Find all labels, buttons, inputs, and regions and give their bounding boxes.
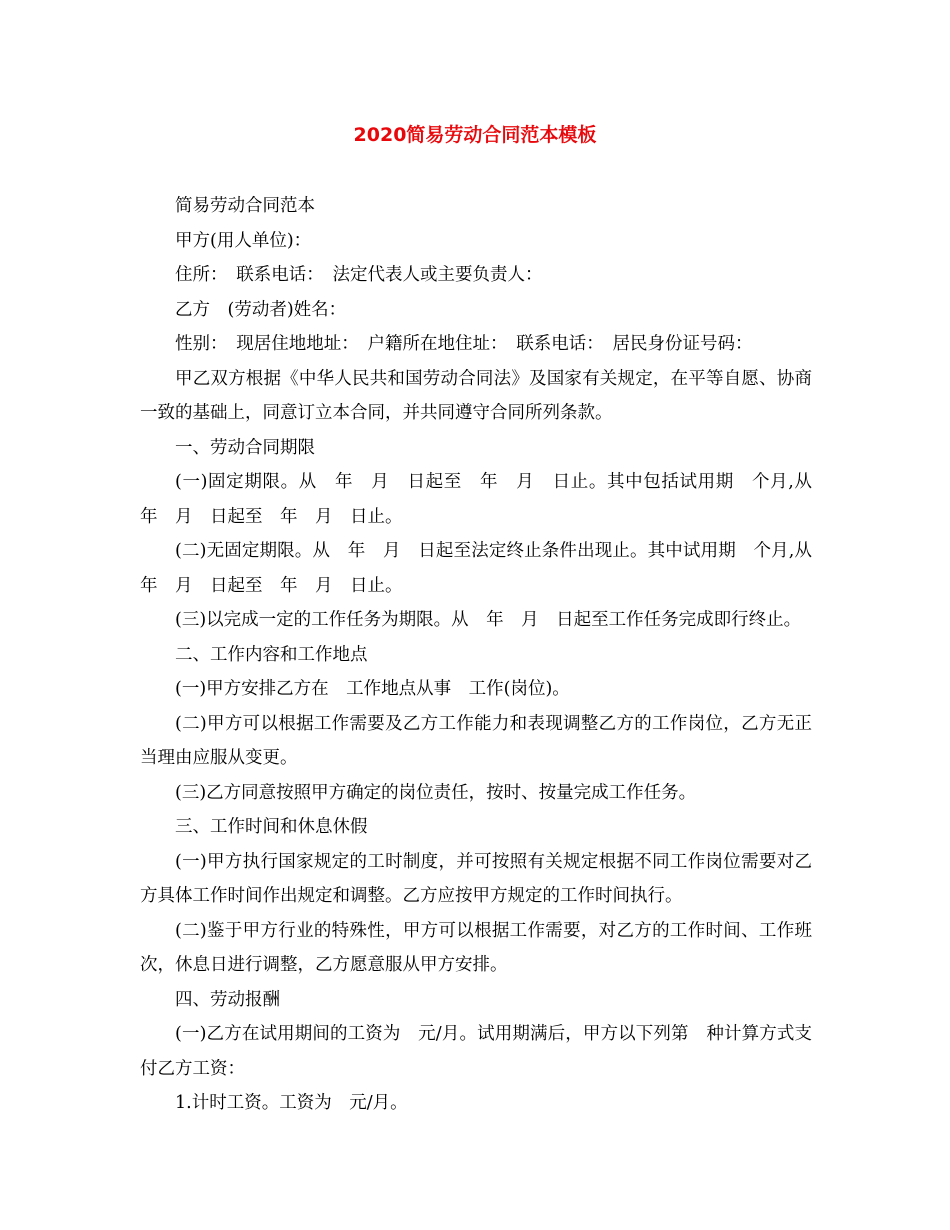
paragraph-probation-pay: (一)乙方在试用期间的工资为 元/月。试用期满后，甲方以下列第 种计算方式支付乙方工资：: [140, 1024, 812, 1079]
paragraph-party-b: 乙方 (劳动者)姓名：: [175, 299, 347, 320]
paragraph-party-a: 甲方(用人单位)：: [175, 230, 312, 251]
paragraph-schedule-adjust: (二)鉴于甲方行业的特殊性，甲方可以根据工作需要，对乙方的工作时间、工作班次，休息日进行调整，乙方愿意服从甲方安排。: [140, 920, 812, 975]
paragraph-position-adjust: (二)甲方可以根据工作需要及乙方工作能力和表现调整乙方的工作岗位，乙方无正当理由应服从变更。: [140, 713, 812, 768]
paragraph-time-based-pay: 1.计时工资。工资为 元/月。: [175, 1093, 408, 1113]
paragraph-fixed-term: (一)固定期限。从 年 月 日起至 年 月 日止。其中包括试用期 个月,从 年 月 日起至 年 月 日止。: [140, 472, 830, 527]
paragraph-duty-compliance: (三)乙方同意按照甲方确定的岗位责任，按时、按量完成工作任务。: [175, 782, 697, 803]
paragraph-doc-heading: 简易劳动合同范本: [175, 196, 315, 216]
section-heading-contract-term: 一、劳动合同期限: [175, 437, 315, 458]
paragraph-preamble: 甲乙双方根据《中华人民共和国劳动合同法》及国家有关规定，在平等自愿、协商一致的基础上，同意订立本合同，并共同遵守合同所列条款。: [140, 368, 812, 423]
paragraph-hours-system: (一)甲方执行国家规定的工时制度，并可按照有关规定根据不同工作岗位需要对乙方具体工作时间作出规定和调整。乙方应按甲方规定的工作时间执行。: [140, 851, 812, 906]
document-body: [140, 189, 830, 1121]
paragraph-work-location: (一)甲方安排乙方在 工作地点从事 工作(岗位)。: [175, 679, 570, 699]
paragraph-party-b-details: 性别： 现居住地地址： 户籍所在地住址： 联系电话： 居民身份证号码：: [175, 334, 753, 354]
paragraph-party-a-contact: 住所： 联系电话： 法定代表人或主要负责人：: [175, 265, 543, 285]
page-title: 2020简易劳动合同范本模板: [353, 124, 597, 146]
section-heading-working-hours: 三、工作时间和休息休假: [175, 817, 368, 837]
paragraph-open-term: (二)无固定期限。从 年 月 日起至法定终止条件出现止。其中试用期 个月,从 年 月 日起至 年 月 日止。: [140, 541, 830, 596]
section-heading-work-content: 二、工作内容和工作地点: [175, 644, 368, 665]
paragraph-task-term: (三)以完成一定的工作任务为期限。从 年 月 日起至工作任务完成即行终止。: [175, 610, 802, 630]
section-heading-remuneration: 四、劳动报酬: [175, 989, 280, 1010]
